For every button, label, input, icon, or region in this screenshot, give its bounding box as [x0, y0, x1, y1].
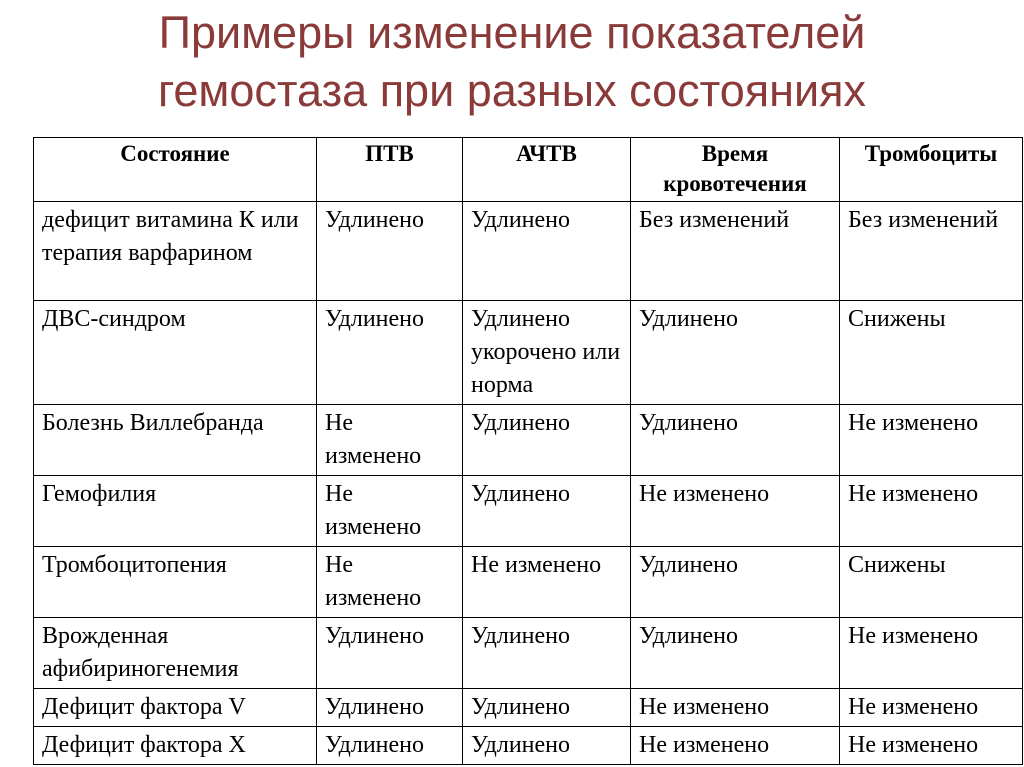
cell-ptv: Удлинено — [317, 202, 463, 301]
table-row — [34, 618, 1023, 689]
cell-achtv: Удлинено — [463, 476, 631, 547]
cell-ptv: Не изменено — [317, 547, 463, 618]
header-bleeding-time: Время кровотечения — [631, 138, 840, 202]
table-row — [34, 405, 1023, 476]
title-line-1: Примеры изменение показателей — [158, 7, 866, 58]
cell-achtv: Удлинено — [463, 618, 631, 689]
cell-platelets: Не изменено — [840, 405, 1023, 476]
cell-bleeding-time: Удлинено — [631, 405, 840, 476]
cell-condition: Тромбоцитопения — [34, 547, 317, 618]
cell-platelets: Снижены — [840, 547, 1023, 618]
cell-ptv: Удлинено — [317, 727, 463, 765]
cell-condition: Дефицит фактора V — [34, 689, 317, 727]
cell-platelets: Не изменено — [840, 689, 1023, 727]
cell-platelets: Снижены — [840, 301, 1023, 405]
cell-ptv: Удлинено — [317, 301, 463, 405]
cell-platelets: Без изменений — [840, 202, 1023, 301]
cell-bleeding-time: Удлинено — [631, 301, 840, 405]
header-row — [34, 138, 1023, 202]
table-row — [34, 476, 1023, 547]
cell-ptv: Удлинено — [317, 618, 463, 689]
cell-bleeding-time: Не изменено — [631, 476, 840, 547]
cell-ptv: Не изменено — [317, 476, 463, 547]
cell-ptv: Удлинено — [317, 689, 463, 727]
cell-condition: дефицит витамина К или терапия варфарином — [34, 202, 317, 301]
cell-platelets: Не изменено — [840, 476, 1023, 547]
table-row — [34, 202, 1023, 301]
hemostasis-table — [33, 137, 1023, 765]
cell-platelets: Не изменено — [840, 727, 1023, 765]
cell-achtv: Удлинено — [463, 405, 631, 476]
cell-condition: Гемофилия — [34, 476, 317, 547]
header-platelets: Тромбоциты — [840, 138, 1023, 202]
header-condition: Состояние — [34, 138, 317, 202]
cell-condition: Дефицит фактора X — [34, 727, 317, 765]
cell-bleeding-time: Удлинено — [631, 618, 840, 689]
cell-bleeding-time: Без изменений — [631, 202, 840, 301]
table-row — [34, 547, 1023, 618]
table-row — [34, 689, 1023, 727]
cell-platelets: Не изменено — [840, 618, 1023, 689]
cell-ptv: Не изменено — [317, 405, 463, 476]
cell-bleeding-time: Не изменено — [631, 689, 840, 727]
cell-bleeding-time: Удлинено — [631, 547, 840, 618]
cell-achtv: Удлинено укорочено или норма — [463, 301, 631, 405]
cell-achtv: Удлинено — [463, 202, 631, 301]
header-achtv: АЧТВ — [463, 138, 631, 202]
header-ptv: ПТВ — [317, 138, 463, 202]
table-row — [34, 301, 1023, 405]
cell-achtv: Не изменено — [463, 547, 631, 618]
cell-bleeding-time: Не изменено — [631, 727, 840, 765]
cell-condition: Болезнь Виллебранда — [34, 405, 317, 476]
slide-title — [0, 4, 1024, 120]
table-row — [34, 727, 1023, 765]
cell-achtv: Удлинено — [463, 689, 631, 727]
cell-condition: Врожденная афибириногенемия — [34, 618, 317, 689]
cell-achtv: Удлинено — [463, 727, 631, 765]
cell-condition: ДВС-синдром — [34, 301, 317, 405]
title-line-2: гемостаза при разных состояниях — [157, 65, 866, 116]
